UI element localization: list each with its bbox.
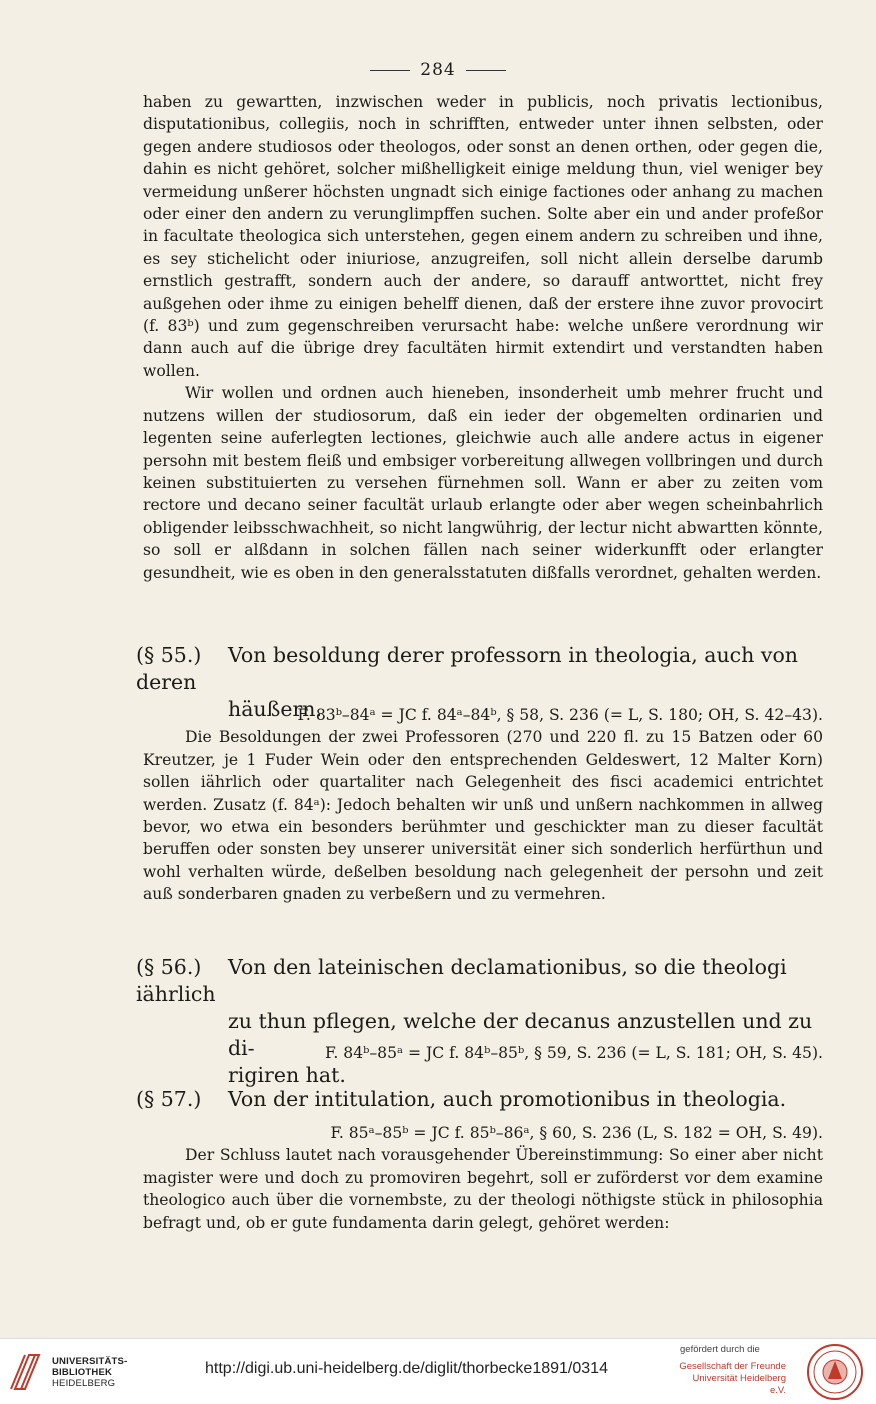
section-number: (§ 56.) xyxy=(136,955,202,979)
university-library-logo-icon xyxy=(9,1349,45,1395)
university-seal-icon xyxy=(806,1343,864,1401)
section-title: Von der intitulation, auch promotionibus in theologia. xyxy=(228,1087,787,1111)
section-56-body xyxy=(143,1042,823,1064)
section-number: (§ 55.) xyxy=(136,643,202,667)
section-title-cont: häußern. xyxy=(228,697,322,721)
section-57-body xyxy=(143,1122,823,1234)
section-57-heading xyxy=(136,1086,826,1113)
section-title-cont: zu thun pflegen, welche der decanus anzustellen und zu di- xyxy=(228,1009,813,1060)
top-body-text xyxy=(143,91,823,584)
source-reference: F. 85ᵃ–85ᵇ = JC f. 85ᵇ–86ᵃ, § 60, S. 236 (L, S. 182 = OH, S. 49). xyxy=(330,1124,823,1142)
section-title-cont: rigiren hat. xyxy=(228,1063,346,1087)
page-number-text: 284 xyxy=(420,60,456,80)
section-56-heading xyxy=(136,954,826,1089)
source-reference: F. 84ᵇ–85ᵃ = JC f. 84ᵇ–85ᵇ, § 59, S. 236 (= L, S. 181; OH, S. 45). xyxy=(324,1044,823,1062)
sponsor-label: gefördert durch die xyxy=(680,1344,760,1355)
paragraph: Die Besoldungen der zwei Professoren (270 und 220 fl. zu 15 Batzen oder 60 Kreutzer, je 1 Fuder Wein oder den entsprechenden Geldeswert, 12 Malter Korn) sollen iährlich oder quartaliter nach Gelegenheit des fisci academici entrichtet werden. Zusatz (f. 84ᵃ): Jedoch behalten wir unß und unßern nachkommen in allweg bevor, wo etwa ein besonders berühmter und geschickter man zu dieser facultät beruffen oder sonsten bey unserer universität einer sich sonderlich herfürthun und wohl verhalten würde, deßelben besoldung nach gelegenheit der persohn und zeit auß sonderbaren gnaden zu verbeßern und zu vermehren. xyxy=(143,728,823,904)
section-55-body xyxy=(143,704,823,906)
section-title: Von den lateinischen declamationibus, so die theologi iährlich xyxy=(136,955,787,1006)
source-reference: F. 83ᵇ–84ᵃ = JC f. 84ᵃ–84ᵇ, § 58, S. 236 (= L, S. 180; OH, S. 42–43). xyxy=(297,706,823,724)
footer-bar xyxy=(0,1338,876,1404)
paragraph-continuation: haben zu gewartten, inzwischen weder in publicis, noch privatis lectionibus, disputationibus, collegiis, noch in schrifften, entweder unter ihnen selbsten, oder gegen andere studiosos oder theologos, oder sonst an denen orthen, oder gegen die, dahin es nicht gehöret, solcher mißhelligkeit einige meldung thun, viel weniger bey vermeidung unßerer höchsten ungnadt sich einige factiones oder anhang zu machen oder einer den andern zu verunglimpffen suchen. Solte aber ein und ander profeßor in facultate theologica sich unterstehen, gegen einem andern zu schreiben und ihne, es sey stichelicht oder iniuriose, anzugreifen, soll nicht allein derselbe darumb ernstlich gestrafft, sondern auch der andere, so darauff antworttet, nicht frey außgehen oder ihme zu einigen behelff dienen, daß der erstere ihne zuvor provocirt (f. 83ᵇ) und zum gegenschreiben verursacht habe: welche unßere verordnung wir dann auch auf die übrige drey facultäten hirmit extendirt und verstandten haben wollen. xyxy=(143,93,823,380)
paragraph: Der Schluss lautet nach vorausgehender Übereinstimmung: So einer aber nicht magister were und doch zu promoviren begehrt, soll er zuförderst vor dem examine theologico auch über die vornembste, zu der theologi nöthigste stück in philosophia befragt und, ob er gute fundamenta darin gelegt, gehöret werden: xyxy=(143,1146,823,1232)
section-number: (§ 57.) xyxy=(136,1087,202,1111)
paragraph: Wir wollen und ordnen auch hieneben, insonderheit umb mehrer frucht und nutzens willen der studiosorum, daß ein ieder der obgemelten ordinarien und legenten seine auferlegten lectiones, gleichwie auch alle andere actus in eigener persohn mit bestem fleiß und embsiger vorbereitung allwegen vollbringen und durch keinen substituierten zu versehen fürnehmen soll. Wann er aber zu zeiten vom rectore und decano seiner facultät urlaub erlangte oder aber wegen scheinbahrlich obligender leibsschwachheit, so nicht langwührig, der lectur nicht abwartten könnte, so soll er alßdann in solchen fällen nach seiner widerkunfft oder erlangter gesundheit, wie es oben in den generalsstatuten dißfalls verordnet, gehalten werden. xyxy=(143,384,823,582)
permalink[interactable]: http://digi.ub.uni-heidelberg.de/diglit/thorbecke1891/0314 xyxy=(205,1360,608,1377)
library-name: UNIVERSITÄTS- BIBLIOTHEK HEIDELBERG xyxy=(52,1356,128,1389)
section-title: Von besoldung derer professorn in theologia, auch von deren xyxy=(136,643,798,694)
sponsor-name[interactable]: Gesellschaft der Freunde Universität Heidelberg e.V. xyxy=(679,1361,786,1396)
page-number xyxy=(0,60,876,80)
